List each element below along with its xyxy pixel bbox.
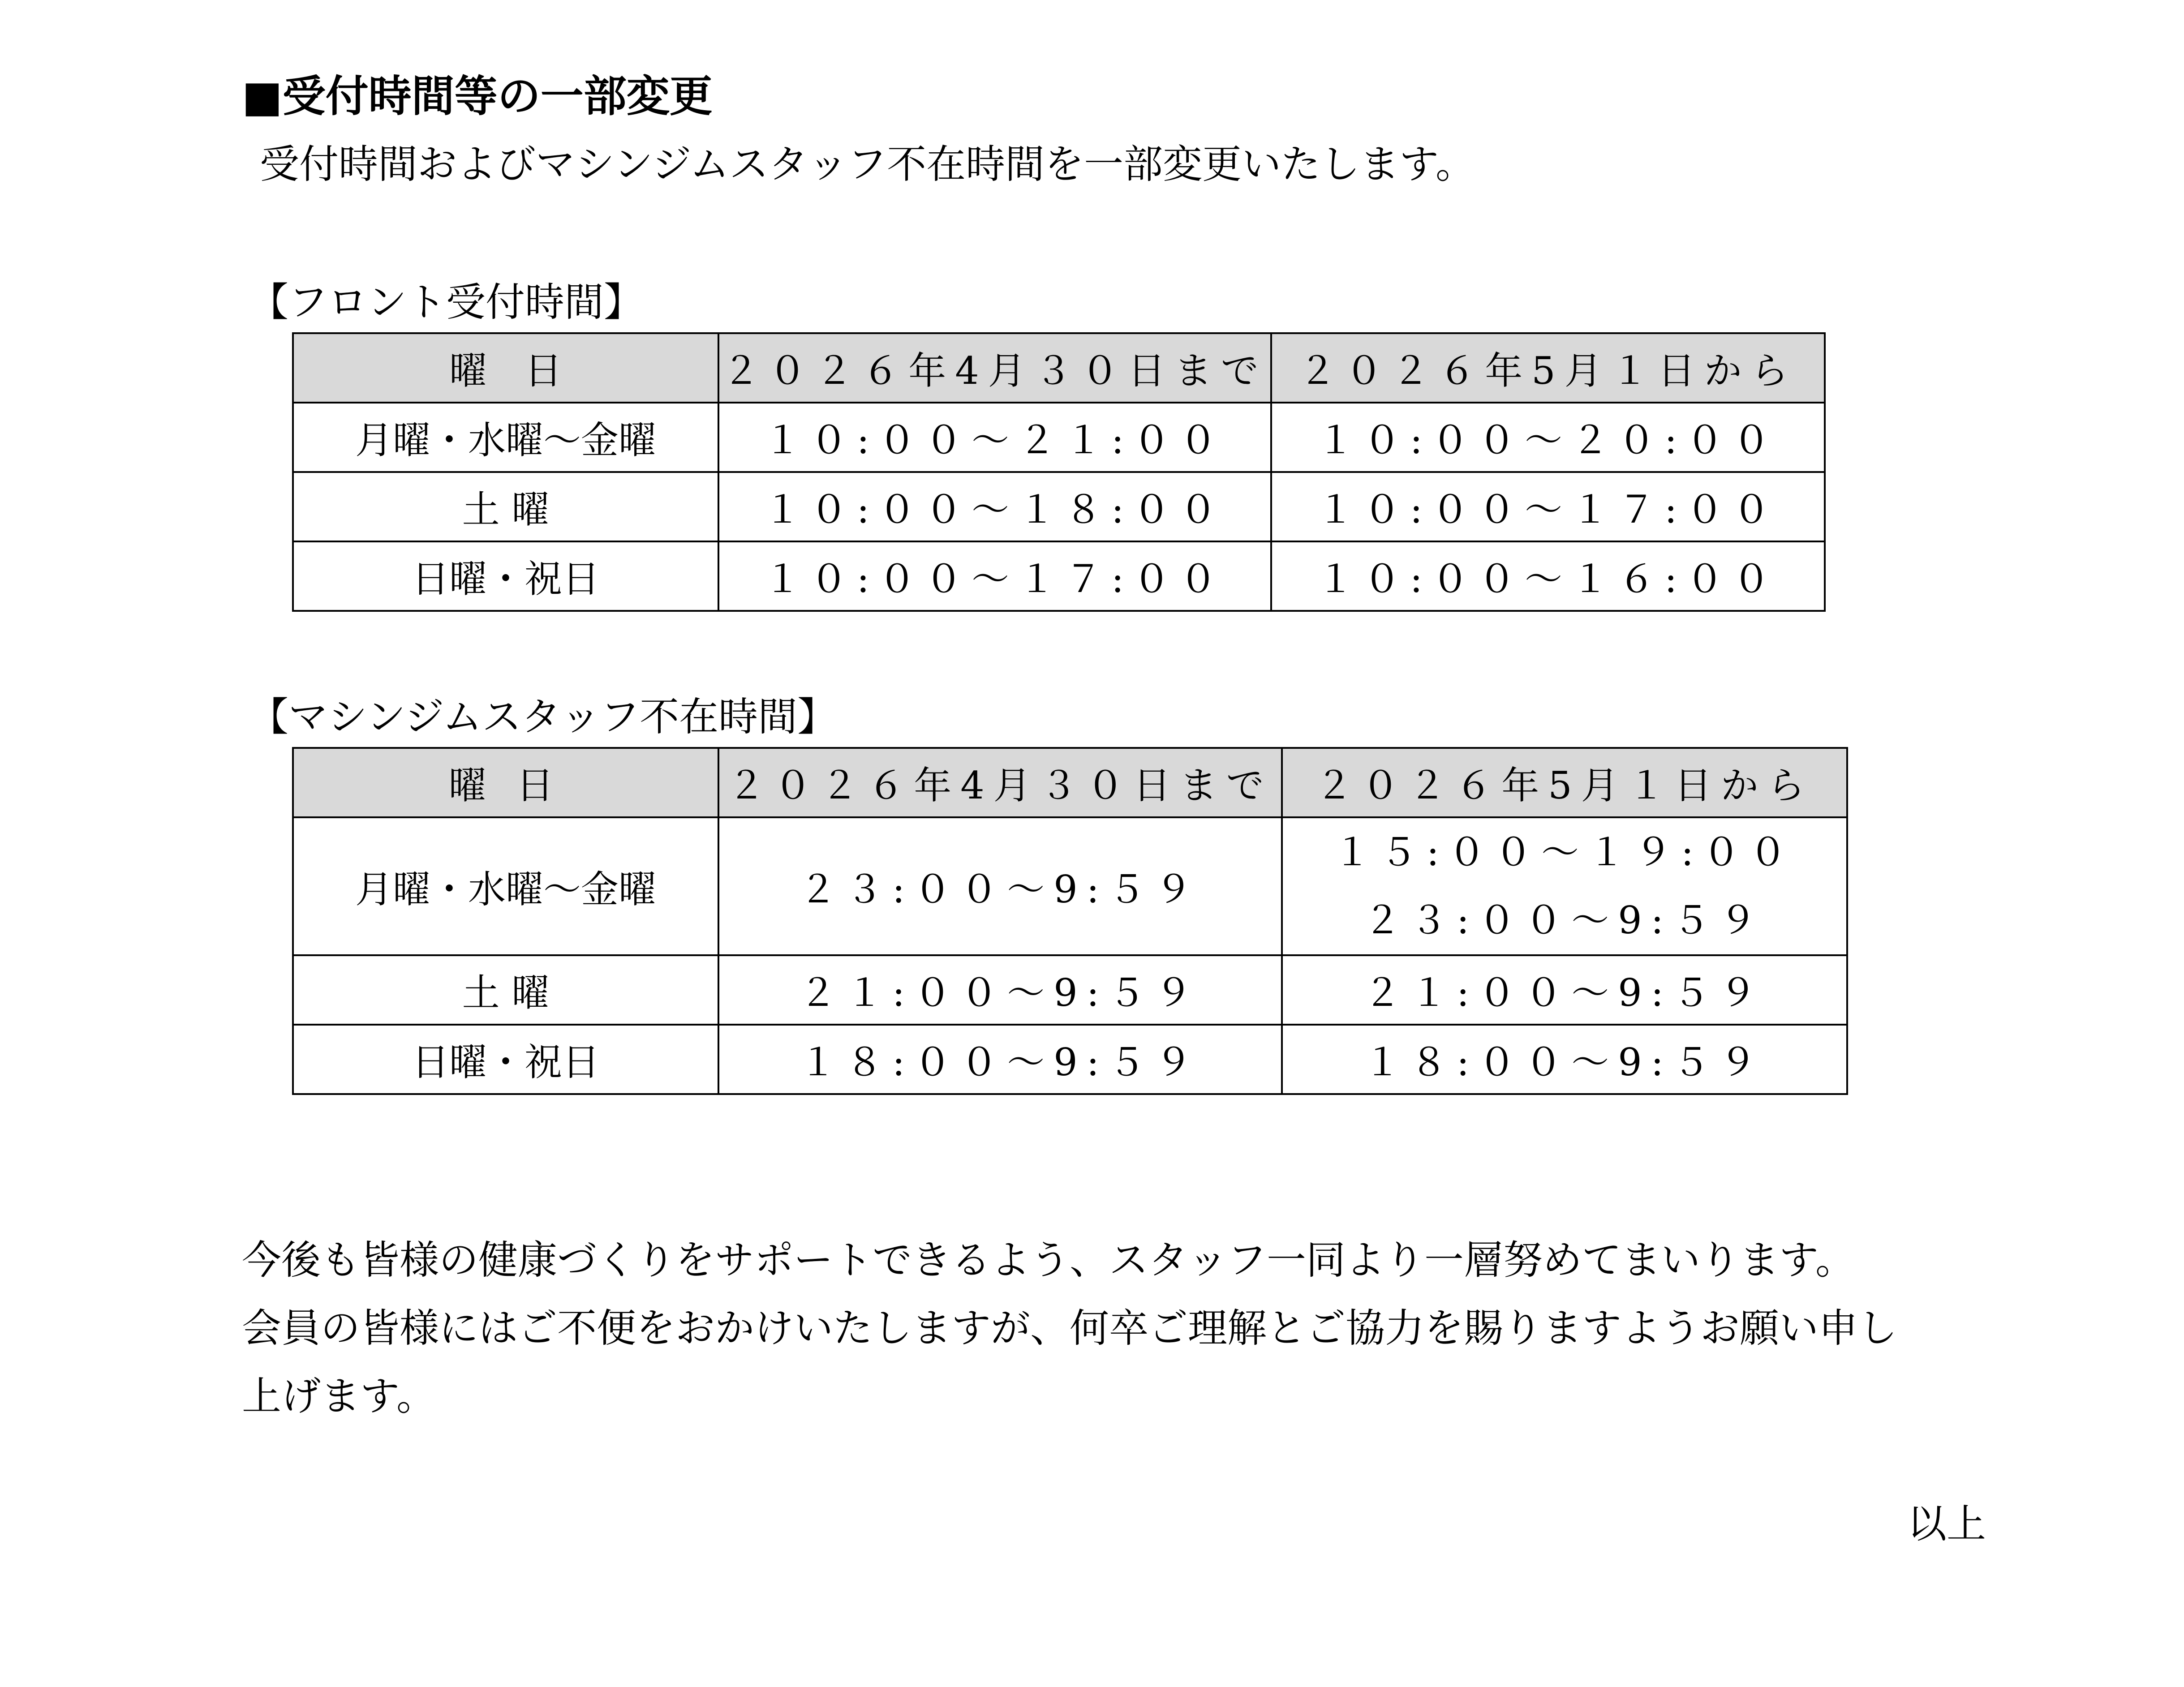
front-header-day: 曜 日 [293,333,718,403]
front-before-cell: １０:００～１７:００ [718,541,1271,611]
closing-line-2: 会員の皆様にはご不便をおかけいたしますが、何卒ご理解とご協力を賜りますようお願い申し [242,1305,1898,1351]
front-after-cell: １０:００～１７:００ [1271,472,1825,541]
front-day-cell: 日曜・祝日 [293,541,718,611]
staff-absence-caption: 【マシンジムスタッフ不在時間】 [249,694,837,740]
staff-absence-table [292,747,1848,1095]
front-row-weekday [293,403,1825,472]
staff-row-saturday [293,955,1847,1025]
staff-before-cell: ２３:００～9:５９ [718,817,1282,955]
intro-text: 受付時間およびマシンジムスタッフ不在時間を一部変更いたします。 [260,141,1475,187]
staff-before-cell: １８:００～9:５９ [718,1025,1282,1094]
front-header-before: ２０２６年4月３０日まで [718,333,1271,403]
staff-after-cell: ２１:００～9:５９ [1282,955,1847,1025]
staff-header-row [293,748,1847,817]
front-row-sunday-holiday [293,541,1825,611]
staff-day-cell: 日曜・祝日 [293,1025,718,1094]
closing-line-1: 今後も皆様の健康づくりをサポートできるよう、スタッフ一同より一層努めてまいります。 [242,1237,1855,1283]
front-header-row [293,333,1825,403]
ijo-sign-off: 以上 [1907,1501,1986,1547]
front-day-cell: 月曜・水曜～金曜 [293,403,718,472]
staff-day-cell: 土 曜 [293,955,718,1025]
front-after-cell: １０:００～２０:００ [1271,403,1825,472]
staff-header-before: ２０２６年4月３０日まで [718,748,1282,817]
staff-after-cell [1282,817,1847,955]
front-header-after: ２０２６年5月１日から [1271,333,1825,403]
front-before-cell: １０:００～２１:００ [718,403,1271,472]
staff-header-after: ２０２６年5月１日から [1282,748,1847,817]
staff-after-cell: １８:００～9:５９ [1282,1025,1847,1094]
staff-header-day: 曜 日 [293,748,718,817]
staff-after-line: ２３:００～9:５９ [1363,898,1766,942]
front-after-cell: １０:００～１６:００ [1271,541,1825,611]
staff-day-cell: 月曜・水曜～金曜 [293,817,718,955]
staff-before-cell: ２１:００～9:５９ [718,955,1282,1025]
staff-after-line: １５:００～１９:００ [1333,830,1796,874]
front-day-cell: 土 曜 [293,472,718,541]
front-before-cell: １０:００～１８:００ [718,472,1271,541]
front-hours-caption: 【フロント受付時間】 [249,279,644,325]
front-hours-table [292,332,1826,612]
front-row-saturday [293,472,1825,541]
closing-line-3: 上げます。 [242,1373,436,1419]
section-heading: ■受付時間等の一部変更 [242,71,713,121]
staff-row-sunday-holiday [293,1025,1847,1094]
staff-row-weekday [293,817,1847,955]
